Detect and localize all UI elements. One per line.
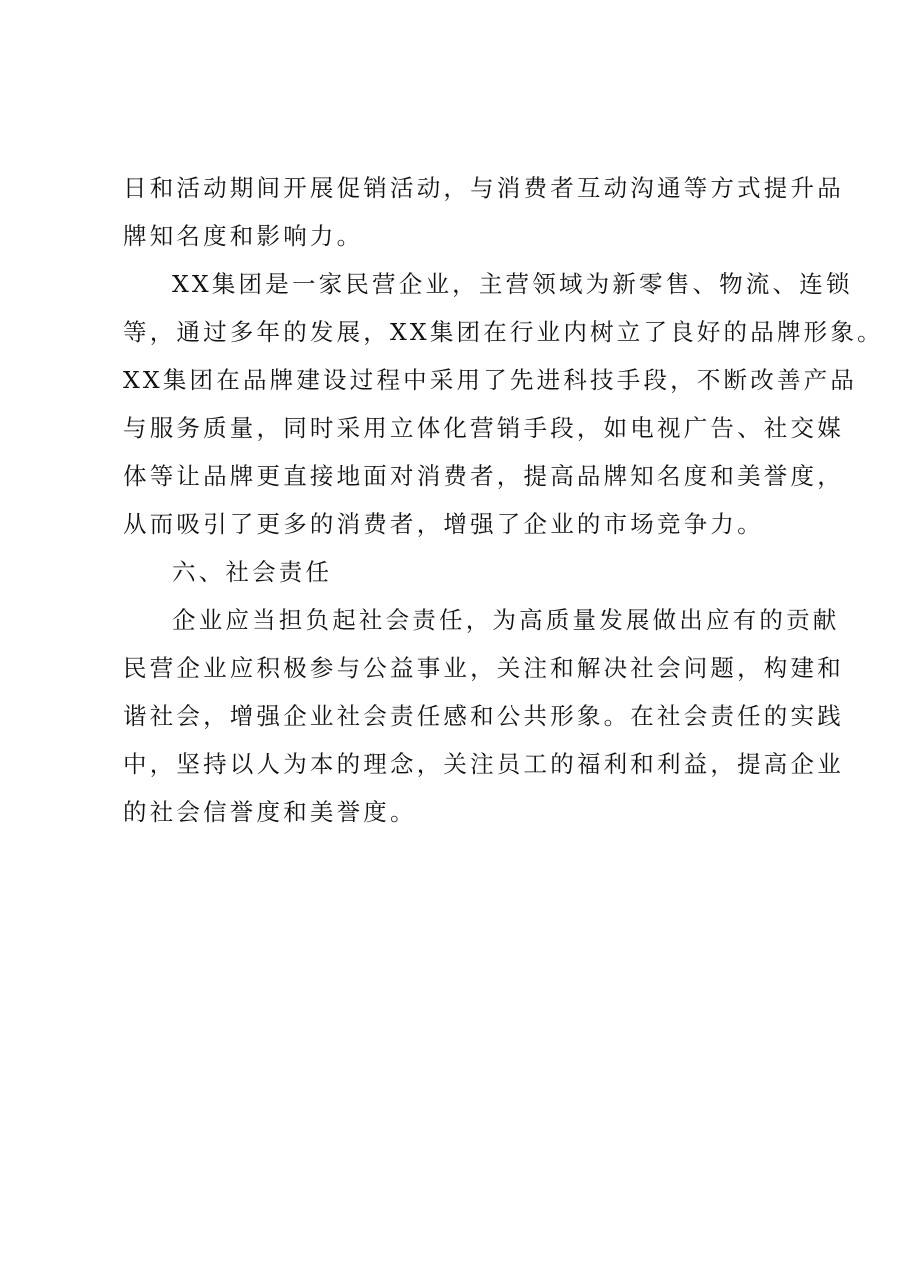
section-heading [123,548,823,596]
paragraph-social-responsibility [123,596,844,836]
text-line: 企业应当担负起社会责任，为高质量发展做出应有的贡献 [172,606,840,634]
text-line: 等，通过多年的发展，XX集团在行业内树立了良好的品牌形象。 [123,318,884,346]
paragraph-continuation [123,164,844,260]
text-line: 谐社会，增强企业社会责任感和公共形象。在社会责任的实践 [123,702,844,730]
document-body [123,164,884,836]
text-line: XX集团是一家民营企业，主营领域为新零售、物流、连锁 [172,270,853,298]
section-heading-text: 六、社会责任 [172,558,333,586]
text-line: 与服务质量，同时采用立体化营销手段，如电视广告、社交媒 [123,414,844,442]
text-line: 牌知名度和影响力。 [123,222,364,250]
paragraph-case [123,260,884,548]
text-line: 的社会信誉度和美誉度。 [123,798,417,826]
text-line: 体等让品牌更直接地面对消费者，提高品牌知名度和美誉度， [123,462,844,490]
text-line: 中，坚持以人为本的理念，关注员工的福利和利益，提高企业 [123,750,844,778]
text-line: 从而吸引了更多的消费者，增强了企业的市场竞争力。 [123,510,764,538]
text-line: XX集团在品牌建设过程中采用了先进科技手段，不断改善产品 [123,366,858,394]
text-line: 日和活动期间开展促销活动，与消费者互动沟通等方式提升品 [123,174,844,202]
text-line: 民营企业应积极参与公益事业，关注和解决社会问题，构建和 [123,654,844,682]
